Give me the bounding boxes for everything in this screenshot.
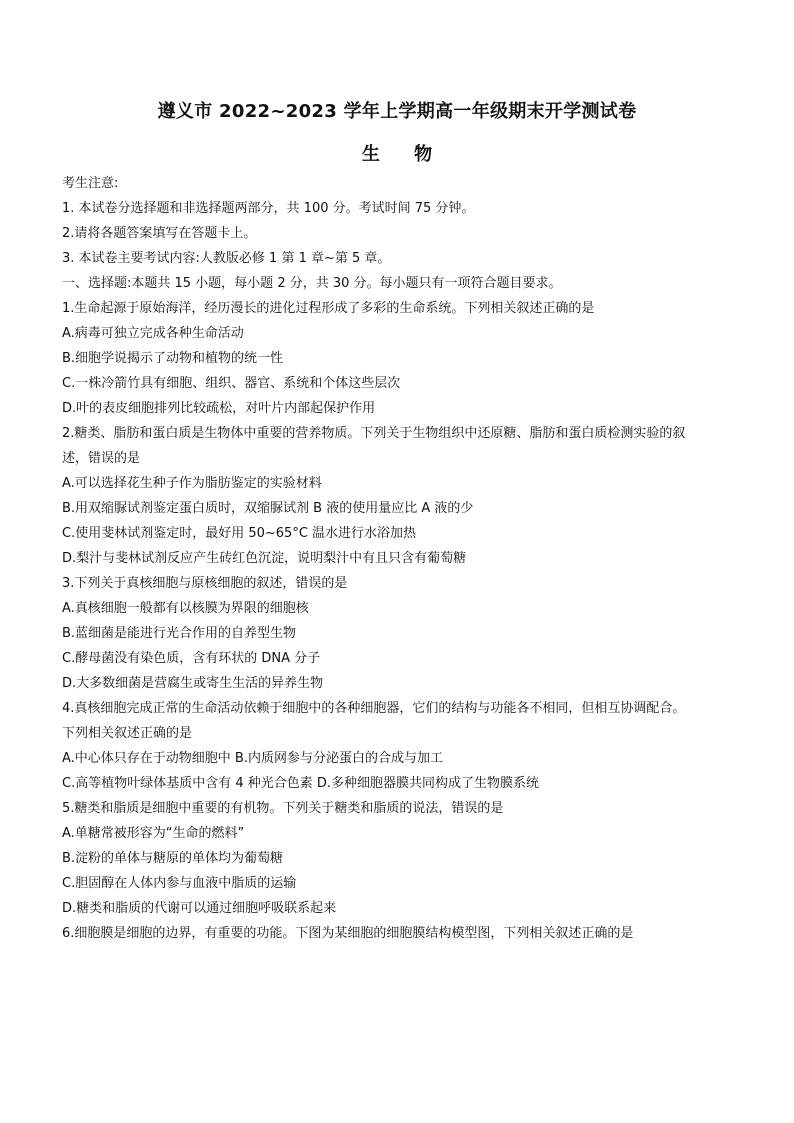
answer-option: A.真核细胞一般都有以核膜为界限的细胞核 <box>62 601 309 616</box>
answer-option: B.蓝细菌是能进行光合作用的自养型生物 <box>62 626 297 641</box>
answer-option: D.大多数细菌是营腐生或寄生生活的异养生物 <box>62 676 324 691</box>
subject-title: 生 物 <box>361 144 447 165</box>
question-stem: 5.糖类和脂质是细胞中重要的有机物。下列关于糖类和脂质的说法，错误的是 <box>62 801 504 816</box>
question-stem: 1.生命起源于原始海洋，经历漫长的进化过程形成了多彩的生命系统。下列相关叙述正确的是 <box>62 301 595 316</box>
answer-option: B.淀粉的单体与糖原的单体均为葡萄糖 <box>62 851 284 866</box>
answer-option: A.中心体只存在于动物细胞中 B.内质网参与分泌蛋白的合成与加工 <box>62 751 443 766</box>
answer-option: B.细胞学说揭示了动物和植物的统一性 <box>62 351 284 366</box>
answer-option: A.单糖常被形容为“生命的燃料” <box>62 826 245 841</box>
answer-option: A.可以选择花生种子作为脂肪鉴定的实验材料 <box>62 476 322 491</box>
answer-option: B.用双缩脲试剂鉴定蛋白质时，双缩脲试剂 B 液的使用量应比 A 液的少 <box>62 501 474 516</box>
notice-item: 2.请将各题答案填写在答题卡上。 <box>62 226 257 241</box>
question-stem-continued: 述，错误的是 <box>62 451 141 466</box>
answer-option: C.使用斐林试剂鉴定时，最好用 50~65°C 温水进行水浴加热 <box>62 526 417 541</box>
answer-option: D.梨汁与斐林试剂反应产生砖红色沉淀，说明梨汁中有且只含有葡萄糖 <box>62 551 467 566</box>
answer-option: D.叶的表皮细胞排列比较疏松，对叶片内部起保护作用 <box>62 401 376 416</box>
answer-option: D.糖类和脂质的代谢可以通过细胞呼吸联系起来 <box>62 901 337 916</box>
exam-body <box>62 171 742 946</box>
notice-item: 3. 本试卷主要考试内容:人教版必修 1 第 1 章~第 5 章。 <box>62 251 391 266</box>
answer-option: C.高等植物叶绿体基质中含有 4 种光合色素 D.多种细胞器膜共同构成了生物膜系统 <box>62 776 540 791</box>
notice-item: 1. 本试卷分选择题和非选择题两部分，共 100 分。考试时间 75 分钟。 <box>62 201 475 216</box>
page-title: 遵义市 2022~2023 学年上学期高一年级期末开学测试卷 <box>157 101 637 122</box>
section-instruction: 一、选择题:本题共 15 小题，每小题 2 分，共 30 分。每小题只有一项符合题目要求。 <box>62 276 562 291</box>
answer-option: C.一株冷箭竹具有细胞、组织、器官、系统和个体这些层次 <box>62 376 401 391</box>
answer-option: A.病毒可独立完成各种生命活动 <box>62 326 244 341</box>
answer-option: C.胆固醇在人体内参与血液中脂质的运输 <box>62 876 297 891</box>
question-stem: 4.真核细胞完成正常的生命活动依赖于细胞中的各种细胞器，它们的结构与功能各不相同，但相互协调配合。 <box>62 701 686 716</box>
question-stem-continued: 下列相关叙述正确的是 <box>62 726 193 741</box>
question-stem: 2.糖类、脂肪和蛋白质是生物体中重要的营养物质。下列关于生物组织中还原糖、脂肪和蛋白质检测实验的叙 <box>62 426 686 441</box>
question-stem: 3.下列关于真核细胞与原核细胞的叙述，错误的是 <box>62 576 348 591</box>
notice-heading: 考生注意: <box>62 176 119 191</box>
question-stem: 6.细胞膜是细胞的边界，有重要的功能。下图为某细胞的细胞膜结构模型图，下列相关叙述正确的是 <box>62 926 634 941</box>
answer-option: C.酵母菌没有染色质，含有环状的 DNA 分子 <box>62 651 321 666</box>
